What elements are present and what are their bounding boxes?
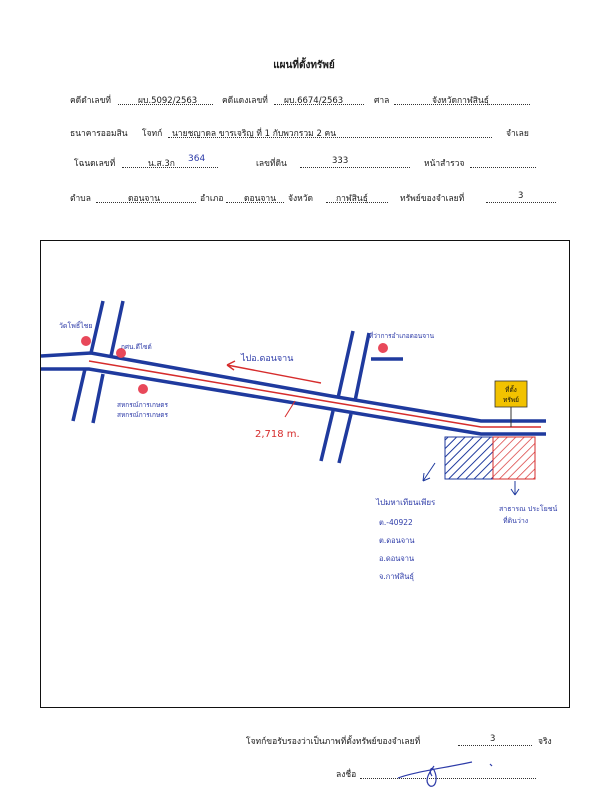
- court-label: ศาล: [374, 96, 390, 106]
- defendant-label: จำเลย: [506, 129, 529, 139]
- office-marker-icon: [378, 343, 388, 353]
- red-case-number-value: ผบ.6674/2563: [284, 96, 344, 106]
- district-value: ดอนจาน: [244, 194, 276, 204]
- coop-marker-icon: [138, 384, 148, 394]
- property-sign-line-2: ทรัพย์: [503, 396, 519, 404]
- temple-marker-icon: [81, 336, 91, 346]
- court-value: จังหวัดกาฬสินธุ์: [432, 96, 489, 106]
- defendant-item-value: 3: [518, 191, 524, 201]
- defendant-value: นายชญาดล ขารเจริญ ที่ 1 กับพวกรวม 2 คน: [172, 129, 337, 139]
- case-number-value: ผบ.5092/2563: [138, 96, 198, 106]
- landmark-temple: วัดโพธิ์ไชย: [59, 322, 93, 330]
- certify-number: 3: [490, 734, 496, 744]
- legend-line-2: ต.ดอนจาน: [379, 536, 415, 545]
- province-label: จังหวัด: [288, 194, 314, 204]
- red-case-number-label: คดีแดงเลขที่: [222, 96, 268, 106]
- plaintiff-label: โจทก์: [142, 129, 163, 139]
- map-drawing: [41, 241, 568, 706]
- deed-type-value: น.ส.3ก: [148, 159, 175, 169]
- right-note-line-2: ที่ดินว่าง: [503, 517, 529, 525]
- landmark-coop-2: สหกรณ์การเกษตร: [117, 411, 168, 419]
- direction-label: ไปอ.ดอนจาน: [241, 354, 294, 364]
- legend-line-1: ต.-40922: [379, 518, 413, 527]
- certify-suffix: จริง: [538, 737, 552, 747]
- property-sign-line-1: ที่ตั้ง: [505, 386, 517, 394]
- legend-pointer-icon: [423, 463, 435, 481]
- landmark-coop: สหกรณ์การเกษตร: [117, 401, 168, 409]
- note-pointer-icon: [511, 481, 519, 495]
- signature-label: ลงชื่อ: [336, 770, 357, 780]
- deed-label: โฉนดเลขที่: [74, 159, 116, 169]
- right-note-line-1: สาธารณ ประโยชน์: [499, 505, 558, 513]
- page-title: แผนที่ตั้งทรัพย์: [273, 60, 335, 71]
- land-number-value: 333: [332, 156, 349, 166]
- landmark-school: กศน.ดีไซต์: [121, 343, 152, 351]
- deed-number-value: 364: [188, 154, 206, 164]
- subdistrict-value: ดอนจาน: [128, 194, 160, 204]
- adjacent-plot: [493, 437, 535, 479]
- legend-line-3: อ.ดอนจาน: [379, 554, 415, 563]
- distance-label: 2,718 m.: [255, 429, 300, 440]
- subject-plot: [445, 437, 493, 479]
- legend-line-4: จ.กาฬสินธุ์: [379, 572, 414, 581]
- legend-title: ไปมหาเทียนเพียร: [376, 498, 436, 507]
- land-number-label: เลขที่ดิน: [256, 159, 287, 169]
- defendant-item-label: ทรัพย์ของจำเลยที่: [400, 194, 465, 204]
- certify-text: โจทก์ขอรับรองว่าเป็นภาพที่ตั้งทรัพย์ของจำเลยที่: [246, 737, 421, 747]
- location-map: [40, 240, 570, 708]
- plaintiff-value: ธนาคารออมสิน: [70, 129, 128, 139]
- signature-drawing: [394, 756, 504, 790]
- landmark-office: ที่ว่าการอำเภอดอนจาน: [369, 332, 435, 340]
- province-value: กาฬสินธุ์: [336, 194, 368, 204]
- district-label: อำเภอ: [200, 194, 224, 204]
- subdistrict-label: ตำบล: [70, 194, 91, 204]
- survey-page-label: หน้าสำรวจ: [424, 159, 465, 169]
- case-number-label: คดีดำเลขที่: [70, 96, 112, 106]
